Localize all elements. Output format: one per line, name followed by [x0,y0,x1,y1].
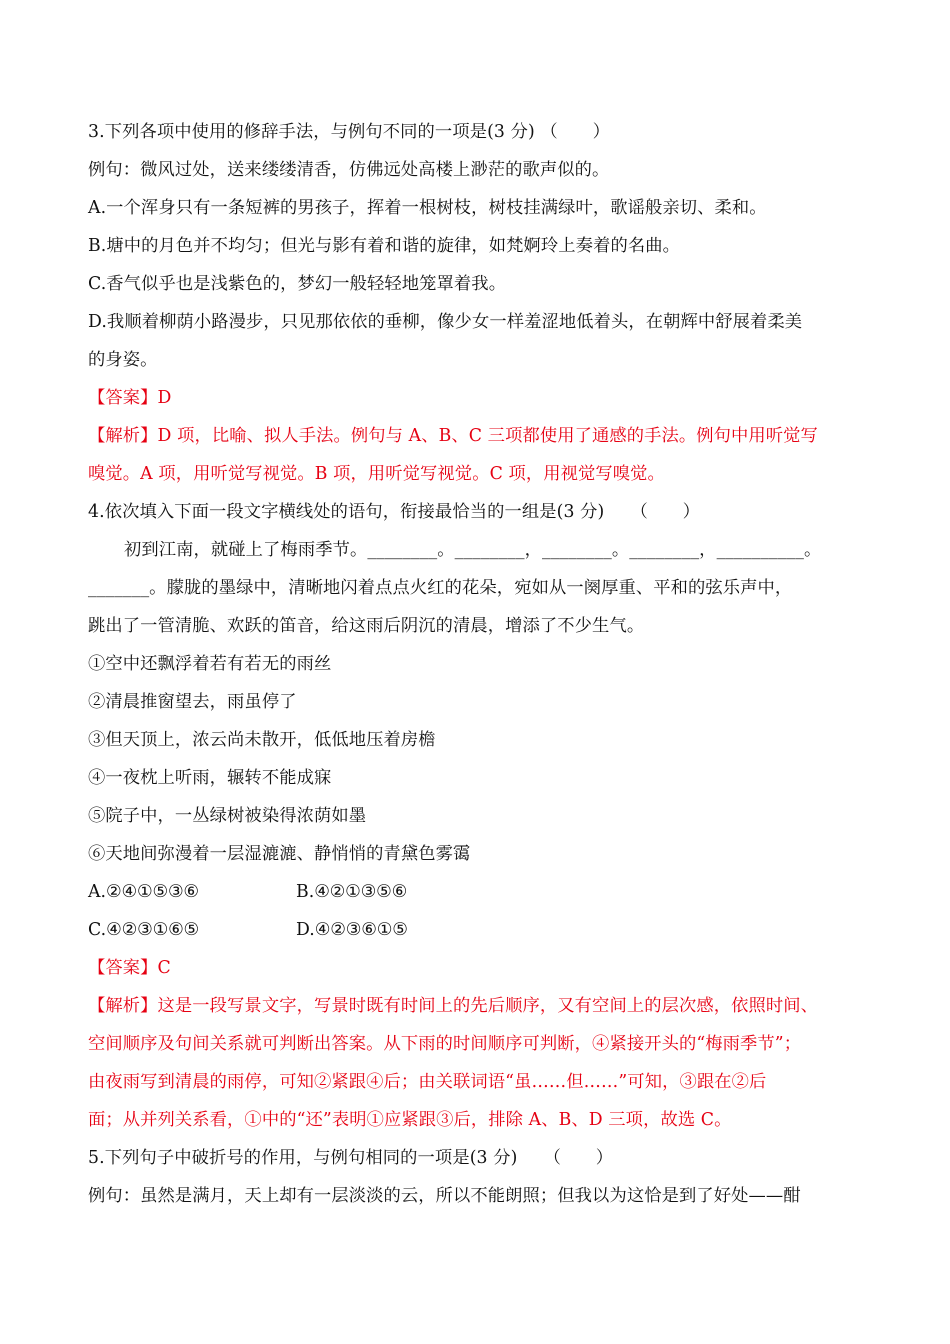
q4-analysis-line-2: 空间顺序及句间关系就可判断出答案。从下雨的时间顺序可判断，④紧接开头的“梅雨季节”； [88,1034,802,1054]
q3-option-d-cont: 的身姿。 [88,350,158,370]
q3-option-a: A.一个浑身只有一条短裤的男孩子，挥着一根树枝，树枝挂满绿叶，歌谣般亲切、柔和。 [88,198,767,218]
q4-answer: 【答案】C [88,958,171,978]
q5-stem: 5.下列句子中破折号的作用，与例句相同的一项是(3 分) （ ） [88,1148,614,1168]
q3-option-d: D.我顺着柳荫小路漫步，只见那依依的垂柳，像少女一样羞涩地低着头，在朝辉中舒展着柔美 [88,312,803,332]
q3-option-c: C.香气似乎也是浅紫色的，梦幻一般轻轻地笼罩着我。 [88,274,507,294]
q4-choice-c: C.④②③①⑥⑤ [88,920,200,940]
q4-item-1: ①空中还飘浮着若有若无的雨丝 [88,654,332,674]
q4-analysis-line-4: 面；从并列关系看，①中的“还”表明①应紧跟③后，排除 A、B、D 三项，故选 C。 [88,1110,732,1130]
q4-choice-a: A.②④①⑤③⑥ [88,882,199,902]
q3-analysis-line-1: 【解析】D 项，比喻、拟人手法。例句与 A、B、C 三项都使用了通感的手法。例句中用听觉写 [88,426,818,446]
q4-stem: 4.依次填入下面一段文字横线处的语句，衔接最恰当的一组是(3 分) （ ） [88,502,700,522]
q4-item-2: ②清晨推窗望去，雨虽停了 [88,692,297,712]
q4-item-6: ⑥天地间弥漫着一层湿漉漉、静悄悄的青黛色雾霭 [88,844,471,864]
q4-passage-line-1: 初到江南，就碰上了梅雨季节。________。________，________。________，__________。 [124,540,822,560]
q3-analysis-line-2: 嗅觉。A 项，用听觉写视觉。B 项，用听觉写视觉。C 项，用视觉写嗅觉。 [88,464,665,484]
q3-example: 例句：微风过处，送来缕缕清香，仿佛远处高楼上渺茫的歌声似的。 [88,160,610,180]
q4-choices-row-1 [88,880,848,904]
q4-choice-b: B.④②①③⑤⑥ [296,882,408,902]
q3-option-b: B.塘中的月色并不均匀；但光与影有着和谐的旋律，如梵婀玲上奏着的名曲。 [88,236,680,256]
q4-passage-line-2: _______。朦胧的墨绿中，清晰地闪着点点火红的花朵，宛如从一阕厚重、平和的弦乐声中， [88,578,793,598]
q4-analysis-line-1: 【解析】这是一段写景文字，写景时既有时间上的先后顺序，又有空间上的层次感，依照时间、 [88,996,819,1016]
q4-analysis-line-3: 由夜雨写到清晨的雨停，可知②紧跟④后；由关联词语“虽……但……”可知，③跟在②后 [88,1072,767,1092]
q5-example: 例句：虽然是满月，天上却有一层淡淡的云，所以不能朗照；但我以为这恰是到了好处——酣 [88,1186,801,1206]
q4-item-3: ③但天顶上，浓云尚未散开，低低地压着房檐 [88,730,436,750]
q3-answer: 【答案】D [88,388,172,408]
q4-item-5: ⑤院子中，一丛绿树被染得浓荫如墨 [88,806,367,826]
q4-choices-row-2 [88,918,848,942]
q4-passage-line-3: 跳出了一管清脆、欢跃的笛音，给这雨后阴沉的清晨，增添了不少生气。 [88,616,645,636]
q4-choice-d: D.④②③⑥①⑤ [296,920,408,940]
q4-item-4: ④一夜枕上听雨，辗转不能成寐 [88,768,332,788]
q3-stem: 3.下列各项中使用的修辞手法，与例句不同的一项是(3 分) （ ） [88,122,610,142]
